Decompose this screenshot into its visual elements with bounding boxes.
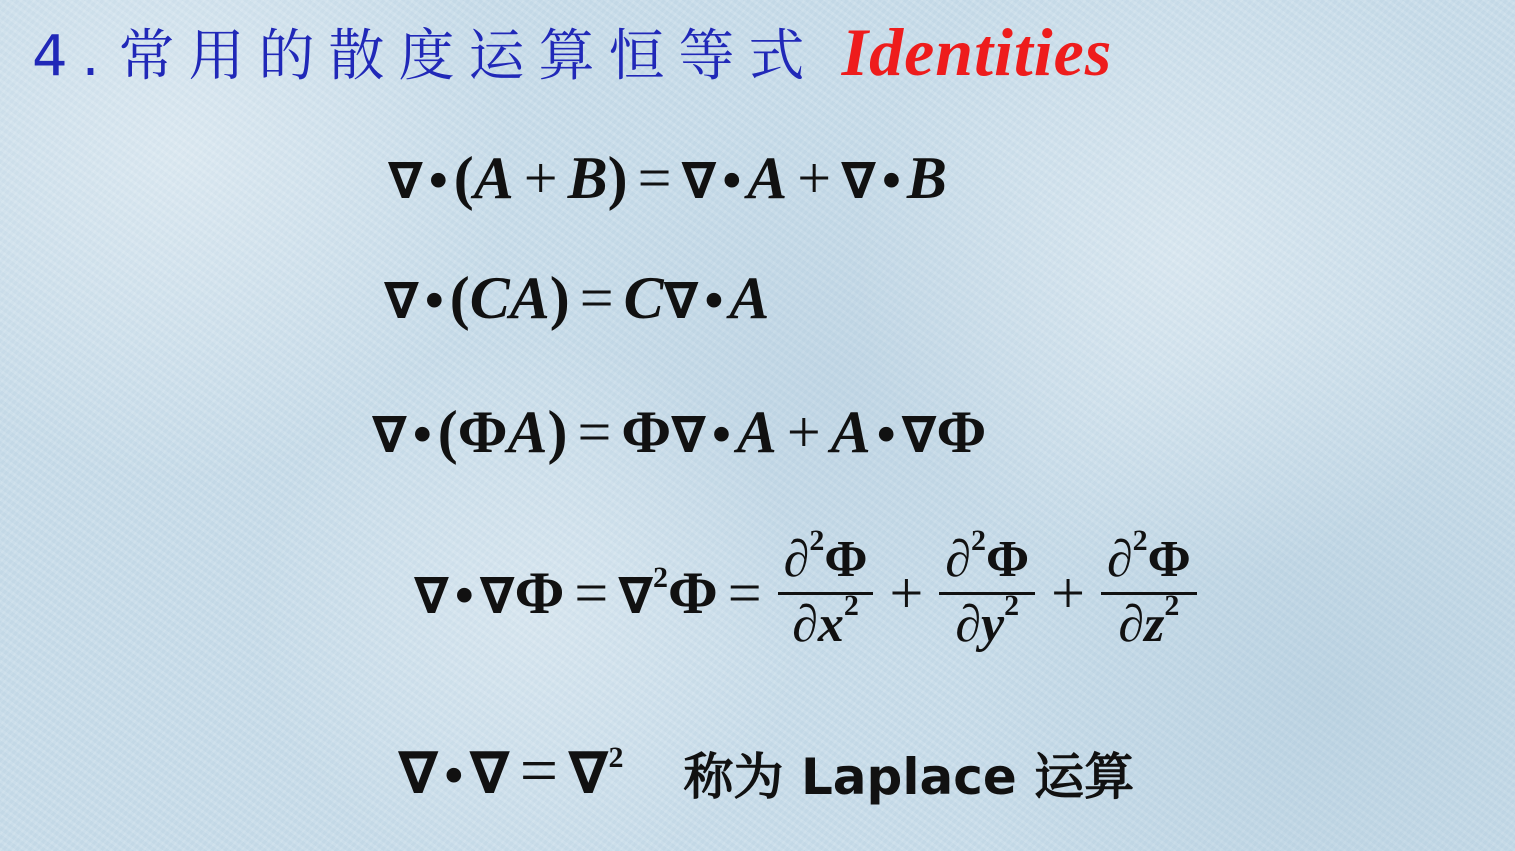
equation-laplacian-expansion: ∇ • ∇Φ = ∇$^2$Φ = $\frac{\partial^2\Phi}{\partial x^2}$ + $\frac{\partial^2\Phi}{\partial y^2}$ + $\frac{\partial^2\Phi}{\partial z^2}$: [414, 534, 1203, 651]
title-chinese: 常用的散度运算恒等式: [118, 24, 819, 89]
laplace-caption: 称为 Laplace 运算: [683, 748, 1135, 807]
equation-laplace-operator: ∇ • ∇ = ∇$^2$ 称为 Laplace 运算: [398, 732, 1135, 808]
fraction-y: $\frac{\partial^2\Phi}{\partial y^2}$: [939, 534, 1035, 651]
equation-constant-rule: ∇ • (CA) = C∇ • A: [384, 265, 770, 331]
title-english: Identities: [841, 14, 1113, 90]
fraction-x: $\frac{\partial^2\Phi}{\partial x^2}$: [778, 534, 874, 651]
equation-sum-rule: ∇ • (A + B) = ∇ • A + ∇ • B: [388, 145, 947, 211]
fraction-z: $\frac{\partial^2\Phi}{\partial z^2}$: [1101, 534, 1197, 651]
title-number: 4.: [32, 24, 114, 89]
equation-product-rule: ∇ • (ΦA) = Φ∇ • A + A • ∇Φ: [372, 399, 987, 465]
slide-title: [32, 12, 1112, 92]
